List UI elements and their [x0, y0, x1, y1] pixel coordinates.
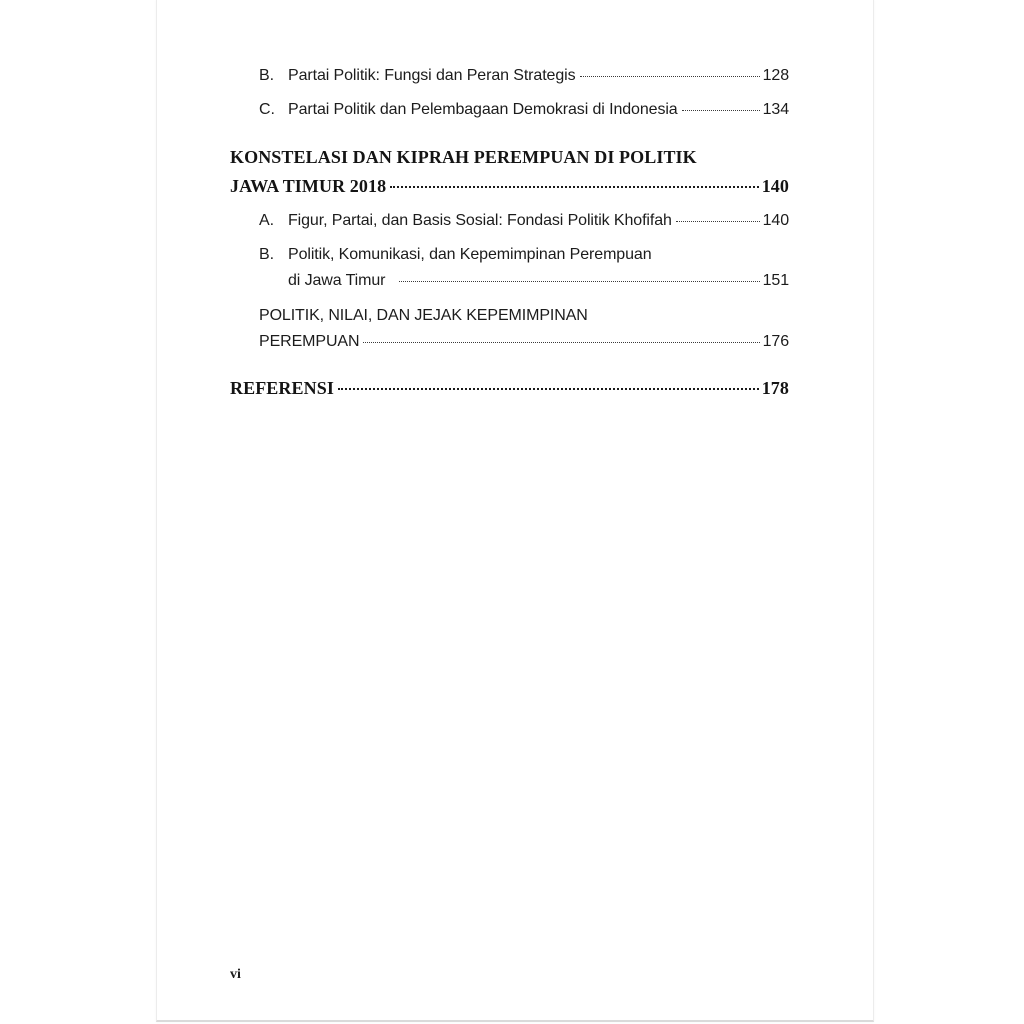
toc-entry-title: Politik, Komunikasi, dan Kepemimpinan Perempuan — [288, 246, 652, 263]
dot-leader — [390, 186, 759, 188]
toc-entry-politik-nilai-line2[interactable] — [259, 333, 789, 351]
chapter-referensi[interactable] — [230, 378, 789, 399]
dot-leader — [363, 342, 759, 343]
toc-entry-label — [259, 67, 576, 85]
toc-entry-title: Partai Politik: Fungsi dan Peran Strategis — [288, 67, 576, 84]
toc-entry-b-politik-line1[interactable] — [259, 246, 652, 264]
chapter-page: 178 — [761, 378, 789, 398]
toc-entry-page: 128 — [762, 67, 789, 84]
toc-entry-label — [259, 212, 672, 230]
chapter-title-cont: JAWA TIMUR 2018 — [230, 176, 387, 196]
toc-entry-page: 176 — [762, 333, 789, 350]
toc-entry-c-pelembagaan[interactable] — [259, 101, 789, 119]
toc-entry-b-fungsi[interactable] — [259, 67, 789, 85]
toc-entry-title: Partai Politik dan Pelembagaan Demokrasi di Indonesia — [288, 101, 678, 118]
chapter-page: 140 — [761, 176, 789, 196]
dot-leader — [682, 110, 760, 111]
toc-entry-b-politik-line2[interactable] — [288, 272, 789, 290]
toc-entry-a-figur[interactable] — [259, 212, 789, 230]
dot-leader — [399, 281, 759, 282]
toc-entry-letter: B. — [259, 246, 274, 263]
page-number: vi — [230, 967, 241, 982]
chapter-konstelasi-line1[interactable]: KONSTELASI DAN KIPRAH PEREMPUAN DI POLITIK — [230, 147, 697, 167]
toc-entry-title-cont: PEREMPUAN — [259, 333, 360, 350]
toc-entry-page: 140 — [762, 212, 789, 229]
document-page — [156, 0, 874, 1022]
toc-entry-page: 134 — [762, 101, 789, 118]
chapter-konstelasi-line2[interactable] — [230, 176, 789, 197]
chapter-title: REFERENSI — [230, 378, 334, 398]
toc-entry-letter: C. — [259, 101, 275, 118]
dot-leader — [676, 221, 760, 222]
toc-entry-politik-nilai-line1[interactable]: POLITIK, NILAI, DAN JEJAK KEPEMIMPINAN — [259, 307, 588, 324]
toc-entry-label — [259, 101, 678, 119]
toc-entry-title-cont: di Jawa Timur — [288, 272, 386, 289]
toc-entry-letter: B. — [259, 67, 274, 84]
toc-entry-page: 151 — [762, 272, 789, 289]
dot-leader — [580, 76, 760, 77]
toc-entry-title: Figur, Partai, dan Basis Sosial: Fondasi Politik Khofifah — [288, 212, 672, 229]
toc-entry-letter: A. — [259, 212, 274, 229]
dot-leader — [338, 388, 759, 390]
